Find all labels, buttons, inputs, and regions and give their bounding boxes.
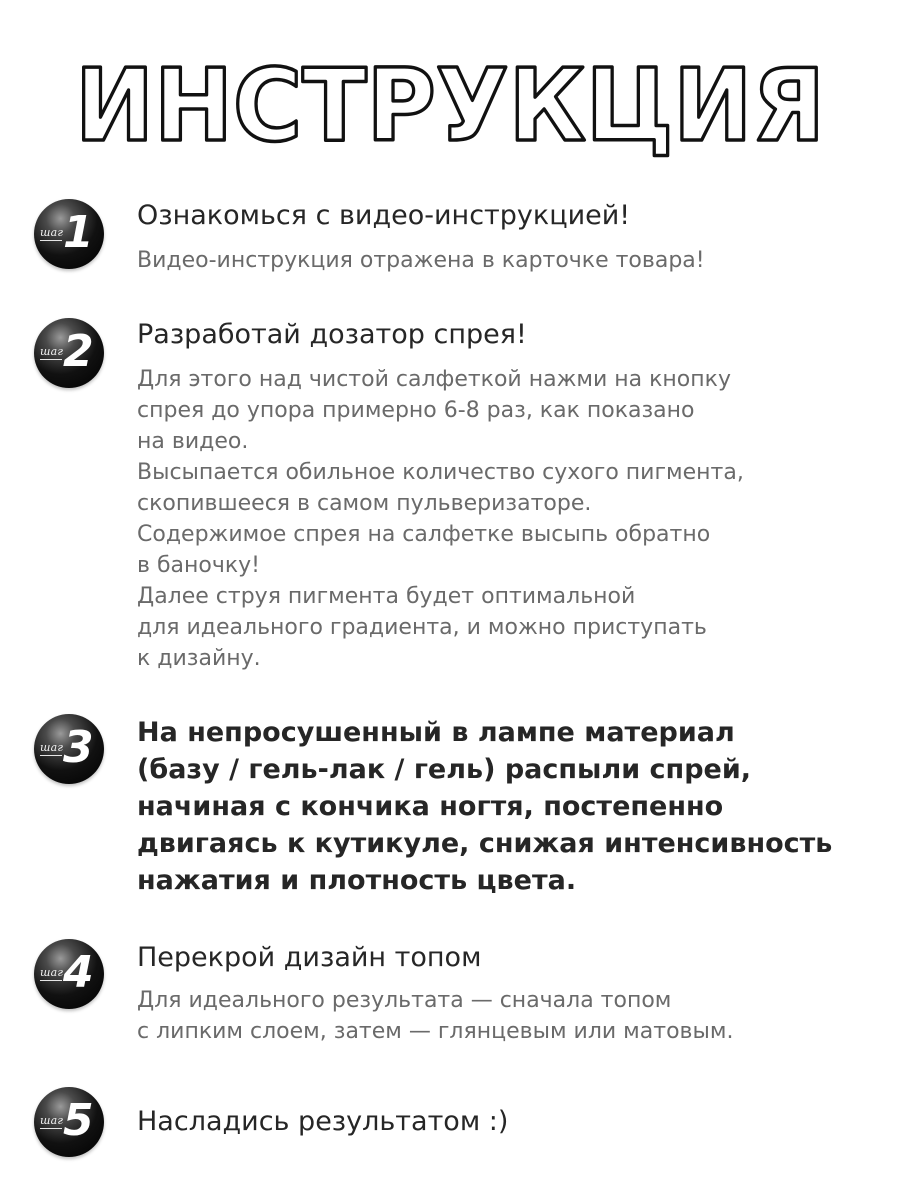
step-word: шаг <box>40 741 64 754</box>
description-line: Далее струя пигмента будет оптимальной <box>137 584 636 609</box>
step-badge <box>34 939 104 1009</box>
heading-line: двигаясь к кутикуле, снижая интенсивность <box>137 828 833 859</box>
description-line: в баночку! <box>137 553 260 578</box>
divider <box>40 1128 62 1129</box>
step-number: 2 <box>63 326 94 377</box>
step-heading: Перекрой дизайн топом <box>137 942 482 973</box>
heading-line: начиная с кончика ногтя, постепенно <box>137 791 724 822</box>
divider <box>40 240 62 241</box>
step-number: 5 <box>63 1095 94 1146</box>
divider <box>40 980 62 981</box>
divider <box>40 359 62 360</box>
step-number: 4 <box>63 947 94 998</box>
description-line: Высыпается обильное количество сухого пигмента, <box>137 460 744 485</box>
step-word: шаг <box>40 345 64 358</box>
step-number: 3 <box>63 722 94 773</box>
divider <box>40 755 62 756</box>
step-heading <box>137 714 832 899</box>
heading-line: На непросушенный в лампе материал <box>137 717 735 748</box>
heading-line: (базу / гель-лак / гель) распыли спрей, <box>137 754 752 785</box>
description-line: Видео-инструкция отражена в карточке товара! <box>137 248 705 273</box>
description-line: Содержимое спрея на салфетке высыпь обратно <box>137 522 711 547</box>
step-badge <box>34 1087 104 1157</box>
step-badge <box>34 318 104 388</box>
step-number: 1 <box>63 207 94 258</box>
page-title <box>0 40 900 170</box>
step-heading: Ознакомься с видео-инструкцией! <box>137 200 631 231</box>
description-line: с липким слоем, затем — глянцевым или матовым. <box>137 1019 734 1044</box>
description-line: для идеального градиента, и можно приступать <box>137 615 707 640</box>
step-description <box>137 245 705 276</box>
step-heading: Разработай дозатор спрея! <box>137 319 527 350</box>
step-word: шаг <box>40 1114 64 1127</box>
step-badge <box>34 714 104 784</box>
step-description <box>137 364 744 674</box>
heading-line: нажатия и плотность цвета. <box>137 865 577 896</box>
description-line: к дизайну. <box>137 646 261 671</box>
description-line: скопившееся в самом пульверизаторе. <box>137 491 592 516</box>
step-description <box>137 985 733 1047</box>
description-line: спрея до упора примерно 6-8 раз, как показано <box>137 398 695 423</box>
description-line: Для идеального результата — сначала топом <box>137 988 672 1013</box>
step-heading: Насладись результатом :) <box>137 1106 509 1137</box>
description-line: на видео. <box>137 429 249 454</box>
description-line: Для этого над чистой салфеткой нажми на кнопку <box>137 367 731 392</box>
step-badge <box>34 199 104 269</box>
step-word: шаг <box>40 966 64 979</box>
step-word: шаг <box>40 226 64 239</box>
page-title-text: ИНСТРУКЦИЯ <box>75 47 825 164</box>
